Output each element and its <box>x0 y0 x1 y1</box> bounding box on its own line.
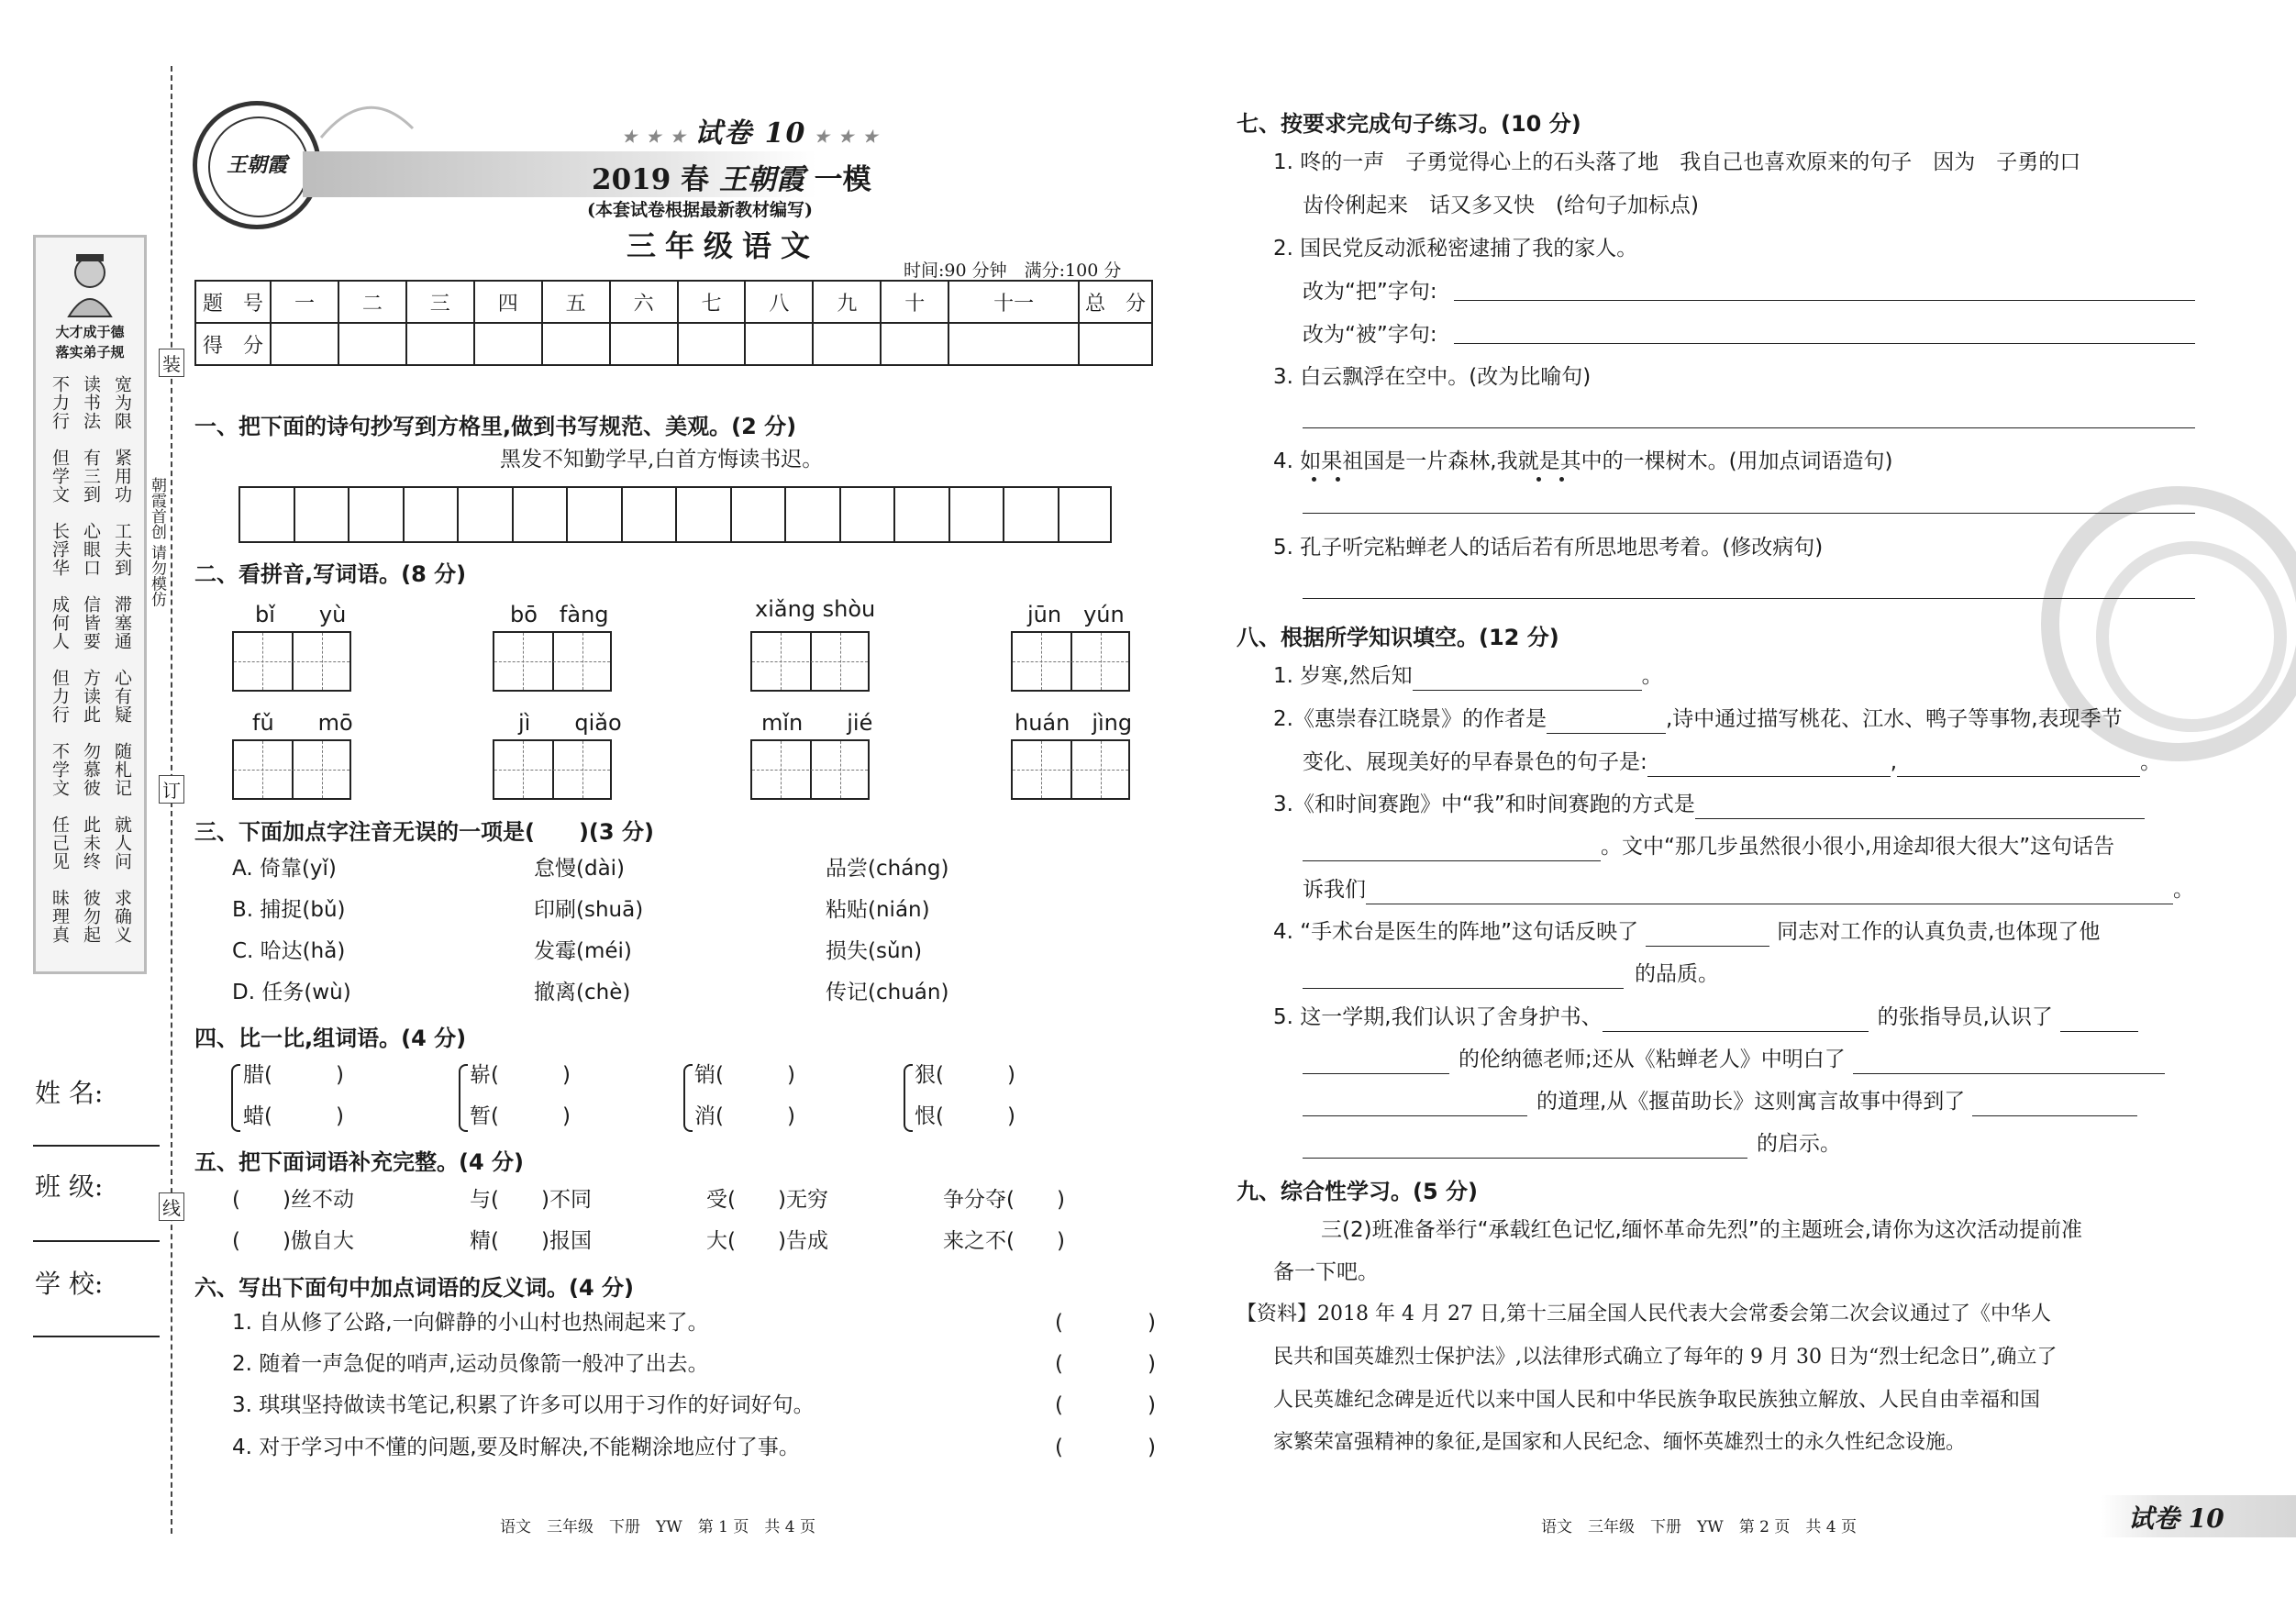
q9-material: 【资料】2018 年 4 月 27 日,第十三届全国人民代表大会常委会第二次会议通过了《中华人 <box>1237 1303 2051 1325</box>
q4-item[interactable]: 腊( ) <box>243 1063 344 1087</box>
q6-answer-blank[interactable]: ( ) <box>1055 1436 1156 1459</box>
q8-text: 诉我们 <box>1303 878 1366 902</box>
score-cell: 九 <box>813 281 881 323</box>
q8-title: 八、根据所学知识填空。(12 分) <box>1237 625 1559 650</box>
pinyin-label: fǔ mō <box>252 710 353 736</box>
q6-title: 六、写出下面句中加点词语的反义词。(4 分) <box>194 1275 634 1301</box>
score-label: 得 分 <box>195 323 271 365</box>
q9-material: 家繁荣富强精神的象征,是国家和人民纪念、缅怀英雄烈士的永久性纪念设施。 <box>1273 1431 1966 1454</box>
q8-item5-cont3 <box>1303 1130 1841 1159</box>
q8-item4 <box>1273 918 2100 947</box>
score-input[interactable] <box>542 323 610 365</box>
answer-line[interactable] <box>1454 300 2195 301</box>
motto-column: 长浮华 <box>50 522 70 577</box>
q8-text: ,诗中通过描写桃花、江水、鸭子等事物,表现季节 <box>1665 707 2123 731</box>
q4-item[interactable]: 暂( ) <box>470 1104 571 1128</box>
motto-column: 但力行 <box>50 669 70 724</box>
q7-item1-line2: 齿伶俐起来 话又多又快 (给句子加标点) <box>1303 194 1699 217</box>
fill-blank[interactable] <box>1303 1046 1449 1074</box>
q4-item[interactable]: 蜡( ) <box>243 1104 344 1128</box>
vertical-note: 朝霞首创 请勿模仿 <box>148 477 166 607</box>
score-cell: 题 号 <box>195 281 271 323</box>
q5-item[interactable]: ( )丝不动 <box>232 1188 354 1212</box>
q3-option[interactable]: A. 倚靠(yǐ) <box>232 857 337 881</box>
q2-title: 二、看拼音,写词语。(8 分) <box>194 561 467 587</box>
fill-blank[interactable] <box>1303 960 1624 989</box>
q3-option[interactable]: C. 哈达(hǎ) <box>232 939 346 963</box>
score-cell: 一 <box>271 281 338 323</box>
q8-item3-cont2 <box>1303 876 2194 904</box>
motto-column: 昧理真 <box>50 889 70 944</box>
q9-material: 人民英雄纪念碑是近代以来中国人民和中华民族争取民族独立解放、人民自由幸福和国 <box>1273 1389 2041 1412</box>
q3-option: 怠慢(dài) <box>534 857 626 881</box>
q8-text: 的张指导员,认识了 <box>1877 1005 2053 1029</box>
motto-line-2: 落实弟子规 <box>55 344 125 360</box>
pinyin-label: xiǎng shòu <box>755 596 876 622</box>
binding-mark-1: 装 <box>159 349 184 377</box>
score-input[interactable] <box>271 323 338 365</box>
q5-item[interactable]: 大( )告成 <box>706 1229 828 1253</box>
motto-column: 彼勿起 <box>81 889 101 944</box>
answer-line[interactable] <box>1303 513 2195 514</box>
score-table-score-row <box>195 323 1152 365</box>
motto-column: 心有疑 <box>112 669 132 724</box>
q8-text: 2.《惠崇春江晓景》的作者是 <box>1273 707 1547 731</box>
score-input[interactable] <box>406 323 474 365</box>
brand-logo <box>193 101 321 229</box>
score-input[interactable] <box>1079 323 1152 365</box>
binding-mark-2: 订 <box>159 775 184 804</box>
q3-option: 粘贴(nián) <box>826 898 930 922</box>
q3-option: 发霉(méi) <box>534 939 632 963</box>
q7-item1-line1: 1. 咚的一声 子勇觉得心上的石头落了地 我自己也喜欢原来的句子 因为 子勇的口 <box>1273 150 2081 174</box>
tianzi-grid[interactable] <box>1011 631 1130 692</box>
paper-title: 三年级语文 <box>627 228 820 263</box>
q9-material: 民共和国英雄烈士保护法》,以法律形式确立了每年的 9 月 30 日为“烈士纪念日”,确立了 <box>1273 1346 2058 1369</box>
motto-column: 读书法 <box>81 375 101 430</box>
q8-text: 的伦纳德老师;还从《粘蝉老人》中明白了 <box>1459 1048 1846 1071</box>
fill-blank[interactable] <box>1303 1130 1747 1159</box>
series-label-text: 试卷 10 <box>694 117 807 150</box>
class-label: 班 级: <box>35 1171 104 1202</box>
score-input[interactable] <box>813 323 881 365</box>
tianzi-grid[interactable] <box>1011 739 1130 800</box>
brace <box>231 1064 240 1132</box>
q8-text: 的启示。 <box>1757 1132 1841 1156</box>
score-input[interactable] <box>678 323 746 365</box>
motto-column: 方读此 <box>81 669 101 724</box>
q4-item[interactable]: 消( ) <box>694 1104 795 1128</box>
q5-item[interactable]: 来之不( ) <box>943 1229 1065 1253</box>
q6-item: 2. 随着一声急促的哨声,运动员像箭一般冲了出去。 <box>232 1352 709 1376</box>
fill-blank[interactable] <box>1897 749 2140 777</box>
q8-text: 同志对工作的认真负责,也体现了他 <box>1777 920 2101 944</box>
motto-column: 工夫到 <box>112 522 132 577</box>
score-cell: 总 分 <box>1079 281 1152 323</box>
motto-column: 随札记 <box>112 742 132 797</box>
q9-intro: 三(2)班准备举行“承载红色记忆,缅怀革命先烈”的主题班会,请你为这次活动提前准 <box>1321 1218 2083 1242</box>
footer-tag: 试卷 10 <box>2128 1503 2224 1534</box>
tianzi-grid[interactable] <box>232 631 351 692</box>
brace <box>904 1064 913 1132</box>
fill-blank[interactable] <box>1695 791 2145 819</box>
q9-intro: 备一下吧。 <box>1273 1260 1379 1284</box>
q1-title: 一、把下面的诗句抄写到方格里,做到书写规范、美观。(2 分) <box>194 414 797 439</box>
q8-text: 变化、展现美好的早春景色的句子是: <box>1303 750 1647 774</box>
motto-line-1: 大才成于德 <box>55 324 125 340</box>
tianzi-grid[interactable] <box>232 739 351 800</box>
q7-item2: 2. 国民党反动派秘密逮捕了我的家人。 <box>1273 237 1638 261</box>
q5-item[interactable]: 与( )不同 <box>470 1188 592 1212</box>
q6-item: 3. 琪琪坚持做读书笔记,积累了许多可以用于习作的好词好句。 <box>232 1393 815 1417</box>
school-label: 学 校: <box>35 1269 104 1299</box>
q3-option: 品尝(cháng) <box>826 857 949 881</box>
q8-text: 5. 这一学期,我们认识了舍身护书、 <box>1273 1005 1603 1029</box>
motto-column: 不力行 <box>50 375 70 430</box>
score-cell: 二 <box>338 281 406 323</box>
q8-text: 3.《和时间赛跑》中“我”和时间赛跑的方式是 <box>1273 793 1695 816</box>
motto-sidebar <box>33 235 147 974</box>
tianzi-grid[interactable] <box>750 739 870 800</box>
q3-option: 撤离(chè) <box>534 981 631 1004</box>
motto-column: 不学文 <box>50 742 70 797</box>
q8-text: 。 <box>1641 664 1663 688</box>
motto-column: 信皆要 <box>81 595 101 650</box>
q5-item[interactable]: 争分夺( ) <box>943 1188 1065 1212</box>
score-cell: 三 <box>406 281 474 323</box>
q8-text: 1. 岁寒,然后知 <box>1273 664 1413 688</box>
motto-column: 成何人 <box>50 595 70 650</box>
footer-left: 语文 三年级 下册 YW 第 1 页 共 4 页 <box>500 1518 815 1536</box>
q8-item5 <box>1273 1004 2138 1032</box>
score-cell: 七 <box>678 281 746 323</box>
motto-column: 勿慕彼 <box>81 742 101 797</box>
q8-item5-cont <box>1303 1046 2165 1074</box>
fill-blank[interactable] <box>1366 876 2173 904</box>
q4-item[interactable]: 销( ) <box>694 1063 795 1087</box>
motto-column: 求确义 <box>112 889 132 944</box>
q8-text: 4. “手术台是医生的阵地”这句话反映了 <box>1273 920 1639 944</box>
score-input[interactable] <box>474 323 542 365</box>
q3-option: 印刷(shuā) <box>534 898 644 922</box>
q3-title: 三、下面加点字注音无误的一项是( )(3 分) <box>194 819 654 845</box>
q7-item2-ba: 改为“把”字句: <box>1303 280 1437 304</box>
score-cell: 四 <box>474 281 542 323</box>
q8-item1 <box>1273 662 1663 691</box>
q8-item3 <box>1273 791 2145 819</box>
q7-item5: 5. 孔子听完粘蝉老人的话后若有所思地思考着。(修改病句) <box>1273 536 1824 560</box>
q1-poem: 黑发不知勤学早,白首方悔读书迟。 <box>500 448 824 471</box>
q8-item5-cont2 <box>1303 1088 2137 1116</box>
q5-item[interactable]: 受( )无穷 <box>706 1188 828 1212</box>
q4-title: 四、比一比,组词语。(4 分) <box>194 1026 467 1051</box>
score-cell: 五 <box>542 281 610 323</box>
class-field[interactable] <box>33 1240 160 1242</box>
fill-blank[interactable] <box>1646 918 1769 947</box>
q6-answer-blank[interactable]: ( ) <box>1055 1393 1156 1417</box>
fill-blank[interactable] <box>1853 1046 2165 1074</box>
logo-text: 王朝霞 <box>226 153 287 177</box>
motto-column: 任己见 <box>50 815 70 871</box>
scholar-figure-icon <box>58 245 122 318</box>
score-input[interactable] <box>338 323 406 365</box>
q8-item2 <box>1273 705 2123 734</box>
fill-blank[interactable] <box>1603 1004 1869 1032</box>
title-brand: 王朝霞 <box>718 163 804 196</box>
name-field[interactable] <box>33 1145 160 1147</box>
fill-blank[interactable] <box>1413 662 1642 691</box>
q7-title: 七、按要求完成句子练习。(10 分) <box>1237 111 1581 137</box>
footer-right: 语文 三年级 下册 YW 第 2 页 共 4 页 <box>1541 1518 1857 1536</box>
brace <box>683 1064 693 1132</box>
motto-column: 宽为限 <box>112 375 132 430</box>
motto-column: 滞塞通 <box>112 595 132 650</box>
fill-blank[interactable] <box>1303 1088 1527 1116</box>
q5-item[interactable]: ( )傲自大 <box>232 1229 354 1253</box>
q4-item[interactable]: 狠( ) <box>915 1063 1015 1087</box>
q8-text: 的品质。 <box>1635 962 1719 986</box>
q6-item: 4. 对于学习中不懂的问题,要及时解决,不能糊涂地应付了事。 <box>232 1436 800 1459</box>
q8-text: 。 <box>2173 878 2194 902</box>
motto-column: 心眼口 <box>81 522 101 577</box>
grid-cell[interactable] <box>240 488 1059 541</box>
pinyin-label: bō fàng <box>510 602 609 627</box>
pinyin-label: mǐn jié <box>761 710 873 736</box>
q8-text: , <box>1890 750 1898 774</box>
score-input[interactable] <box>948 323 1079 365</box>
q8-item2-cont <box>1303 749 2161 777</box>
time-info: 时间:90 分钟 满分:100 分 <box>904 261 1122 281</box>
fill-blank[interactable] <box>1972 1088 2137 1116</box>
q5-title: 五、把下面词语补充完整。(4 分) <box>194 1149 524 1175</box>
tianzi-grid[interactable] <box>750 631 870 692</box>
q8-text: 。 <box>2140 750 2162 774</box>
fill-blank[interactable] <box>2060 1004 2138 1032</box>
binding-mark-3: 线 <box>159 1192 184 1221</box>
motto-column: 就人问 <box>112 815 132 871</box>
q9-title: 九、综合性学习。(5 分) <box>1237 1179 1478 1204</box>
tianzi-grid[interactable] <box>493 631 612 692</box>
q8-text: 的道理,从《揠苗助长》这则寓言故事中得到了 <box>1536 1090 1966 1114</box>
pinyin-label: jì qiǎo <box>518 710 622 736</box>
score-input[interactable] <box>745 323 813 365</box>
ribbon-decoration <box>312 92 422 147</box>
answer-line[interactable] <box>1303 598 2195 599</box>
q6-answer-blank[interactable]: ( ) <box>1055 1352 1156 1376</box>
score-table <box>194 280 1153 366</box>
pinyin-label: bǐ yù <box>255 602 347 627</box>
motto-column: 此未终 <box>81 815 101 871</box>
score-cell: 十 <box>881 281 948 323</box>
score-cell: 六 <box>610 281 678 323</box>
q5-item[interactable]: 精( )报国 <box>470 1229 592 1253</box>
answer-line[interactable] <box>1303 427 2195 428</box>
pinyin-label: jūn yún <box>1027 602 1125 627</box>
fill-blank[interactable] <box>1647 749 1891 777</box>
name-label: 姓 名: <box>35 1078 104 1108</box>
q8-text: 。文中“那几步虽然很小很小,用途却很大很大”这句话告 <box>1601 835 2115 859</box>
q6-answer-blank[interactable]: ( ) <box>1055 1311 1156 1335</box>
pinyin-label: huán jìng <box>1015 710 1133 736</box>
q4-item[interactable]: 恨( ) <box>915 1104 1015 1128</box>
brace <box>459 1064 468 1132</box>
exam-subtitle: (本套试卷根据最新教材编写) <box>587 200 813 220</box>
q7-item4: 4. 如果祖国是一片森林,我就是其中的一棵树木。(用加点词语造句) <box>1273 449 1893 473</box>
q3-option[interactable]: B. 捕捉(bǔ) <box>232 898 346 922</box>
score-cell: 八 <box>745 281 813 323</box>
motto-column: 紧用功 <box>112 449 132 504</box>
fill-blank[interactable] <box>1547 705 1666 734</box>
q4-item[interactable]: 崭( ) <box>470 1063 571 1087</box>
series-label: ★ ★ ★ 试卷 10 ★ ★ ★ <box>622 117 880 150</box>
title-suffix: 一模 <box>814 163 871 196</box>
score-input[interactable] <box>881 323 948 365</box>
q3-option[interactable]: D. 任务(wù) <box>232 981 351 1004</box>
motto-column: 有三到 <box>81 449 101 504</box>
score-cell: 十一 <box>948 281 1079 323</box>
motto-column: 但学文 <box>50 449 70 504</box>
poem-writing-grid[interactable] <box>238 486 1112 543</box>
score-input[interactable] <box>610 323 678 365</box>
exam-title <box>592 156 871 197</box>
q8-item3-cont <box>1303 833 2114 861</box>
title-prefix: 2019 春 <box>592 163 710 196</box>
q7-item2-bei: 改为“被”字句: <box>1303 323 1437 347</box>
q8-item4-cont <box>1303 960 1719 989</box>
fill-blank[interactable] <box>1303 833 1601 861</box>
answer-line[interactable] <box>1454 343 2195 344</box>
q3-option: 损失(sǔn) <box>826 939 923 963</box>
score-table-header-row <box>195 281 1152 323</box>
tianzi-grid[interactable] <box>493 739 612 800</box>
q3-option: 传记(chuán) <box>826 981 949 1004</box>
q6-item: 1. 自从修了公路,一向僻静的小山村也热闹起来了。 <box>232 1311 709 1335</box>
q7-item3: 3. 白云飘浮在空中。(改为比喻句) <box>1273 365 1592 389</box>
school-field[interactable] <box>33 1336 160 1337</box>
